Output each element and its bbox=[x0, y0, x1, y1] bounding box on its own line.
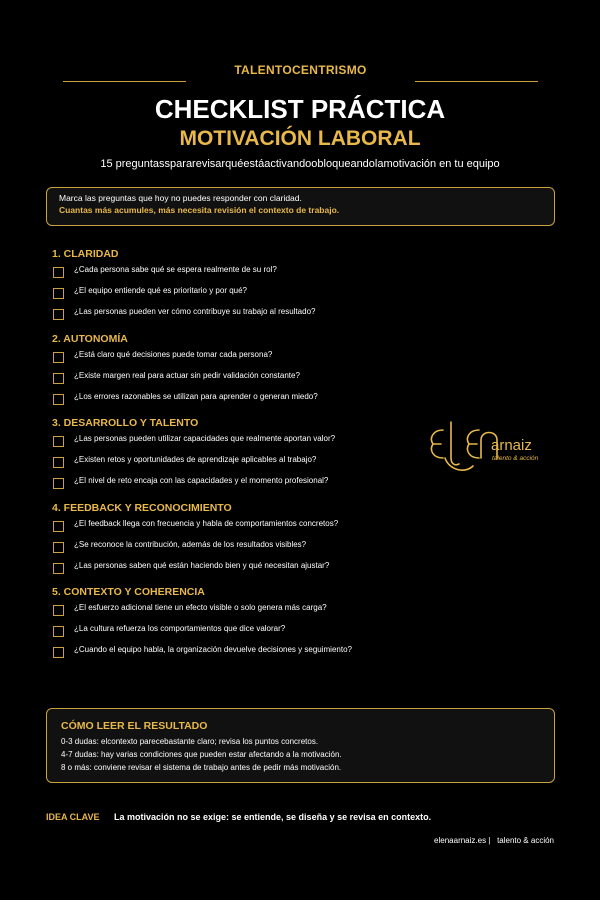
section-feedback bbox=[52, 500, 412, 580]
result-line: 4-7 dudas: hay varias condiciones que pueden estar afectando a la motivación. bbox=[61, 750, 342, 759]
question-text: ¿Cada persona sabe qué se espera realmente de su rol? bbox=[74, 265, 277, 274]
intro-line-2: Cuantas más acumules, más necesita revisión el contexto de trabajo. bbox=[59, 205, 340, 215]
footer bbox=[434, 836, 554, 845]
section-title: 4. FEEDBACK Y RECONOCIMIENTO bbox=[52, 502, 232, 514]
result-line: 0-3 dudas: elcontexto parecebastante claro; revisa los puntos concretos. bbox=[61, 737, 319, 746]
logo-tagline: talento & acción bbox=[492, 455, 539, 462]
checklist-item bbox=[52, 622, 412, 643]
checklist-item bbox=[52, 601, 412, 622]
checkbox[interactable] bbox=[53, 394, 64, 405]
result-line: 8 o más: conviene revisar el sistema de trabajo antes de pedir más motivación. bbox=[61, 763, 342, 772]
question-text: ¿El feedback llega con frecuencia y habla de comportamientos concretos? bbox=[74, 519, 339, 528]
checklist-item bbox=[52, 305, 412, 326]
brand-logo bbox=[425, 418, 555, 478]
tagline: 15 preguntasspararevisarquéestáactivandoobloqueandolamotivación en tu equipo bbox=[100, 158, 500, 170]
question-text: ¿Las personas pueden ver cómo contribuye su trabajo al resultado? bbox=[74, 307, 316, 316]
checkbox[interactable] bbox=[53, 521, 64, 532]
checkbox[interactable] bbox=[53, 542, 64, 553]
checklist-item bbox=[52, 432, 412, 453]
checkbox[interactable] bbox=[53, 457, 64, 468]
question-text: ¿Está claro qué decisiones puede tomar cada persona? bbox=[74, 350, 273, 359]
checklist-item bbox=[52, 453, 412, 474]
checkbox[interactable] bbox=[53, 626, 64, 637]
header-row bbox=[63, 63, 538, 81]
question-text: ¿El esfuerzo adicional tiene un efecto visible o solo genera más carga? bbox=[74, 603, 327, 612]
question-text: ¿Cuando el equipo habla, la organización devuelve decisiones y seguimiento? bbox=[74, 645, 352, 654]
checklist-item bbox=[52, 369, 412, 390]
checklist-item bbox=[52, 643, 412, 664]
key-idea bbox=[46, 812, 431, 822]
question-text: ¿Se reconoce la contribución, además de los resultados visibles? bbox=[74, 540, 307, 549]
checkbox[interactable] bbox=[53, 309, 64, 320]
question-text: ¿El equipo entiende qué es prioritario y por qué? bbox=[74, 286, 247, 295]
checkbox[interactable] bbox=[53, 373, 64, 384]
checkbox[interactable] bbox=[53, 352, 64, 363]
checklist-item bbox=[52, 538, 412, 559]
checkbox[interactable] bbox=[53, 288, 64, 299]
checkbox[interactable] bbox=[53, 605, 64, 616]
question-text: ¿Las personas pueden utilizar capacidades que realmente aportan valor? bbox=[74, 434, 336, 443]
checklist-item bbox=[52, 517, 412, 538]
checklist-item bbox=[52, 559, 412, 580]
checklist-item bbox=[52, 474, 412, 495]
checklist-item bbox=[52, 390, 412, 411]
kicker: TALENTOCENTRISMO bbox=[234, 63, 367, 77]
question-text: ¿La cultura refuerza los comportamientos que dice valorar? bbox=[74, 624, 286, 633]
section-title: 2. AUTONOMÍA bbox=[52, 333, 128, 345]
question-text: ¿Existen retos y oportunidades de aprendizaje aplicables al trabajo? bbox=[74, 455, 317, 464]
result-title: CÓMO LEER EL RESULTADO bbox=[61, 720, 208, 732]
logo-monogram-icon bbox=[431, 422, 497, 470]
section-desarrollo bbox=[52, 415, 412, 495]
question-text: ¿Los errores razonables se utilizan para aprender o generan miedo? bbox=[74, 392, 318, 401]
section-title: 3. DESARROLLO Y TALENTO bbox=[52, 417, 199, 429]
question-text: ¿Las personas saben qué están haciendo bien y qué necesitan ajustar? bbox=[74, 561, 330, 570]
question-text: ¿Existe margen real para actuar sin pedir validación constante? bbox=[74, 371, 300, 380]
logo-wordmark: arnaiz bbox=[491, 437, 532, 454]
question-text: ¿El nivel de reto encaja con las capacidades y el momento profesional? bbox=[74, 476, 329, 485]
key-idea-label: IDEA CLAVE bbox=[46, 812, 100, 822]
result-box bbox=[46, 708, 555, 783]
checklist-item bbox=[52, 284, 412, 305]
footer-site[interactable]: elenaarnaiz.es | bbox=[434, 836, 491, 845]
section-title: 1. CLARIDAD bbox=[52, 248, 119, 260]
header-rule-left bbox=[63, 81, 186, 82]
section-claridad bbox=[52, 246, 412, 326]
checkbox[interactable] bbox=[53, 647, 64, 658]
checkbox[interactable] bbox=[53, 267, 64, 278]
page-title: CHECKLIST PRÁCTICA bbox=[154, 94, 446, 124]
checklist-item bbox=[52, 348, 412, 369]
checkbox[interactable] bbox=[53, 478, 64, 489]
intro-line-1: Marca las preguntas que hoy no puedes responder con claridad. bbox=[59, 193, 302, 203]
checkbox[interactable] bbox=[53, 563, 64, 574]
page-subtitle: MOTIVACIÓN LABORAL bbox=[179, 127, 421, 150]
section-autonomia bbox=[52, 331, 412, 411]
intro-box bbox=[46, 187, 555, 226]
key-idea-text: La motivación no se exige: se entiende, se diseña y se revisa en contexto. bbox=[114, 812, 432, 822]
section-title: 5. CONTEXTO Y COHERENCIA bbox=[52, 586, 205, 598]
section-contexto bbox=[52, 584, 412, 664]
header-rule-right bbox=[415, 81, 538, 82]
checklist-item bbox=[52, 263, 412, 284]
footer-tag: talento & acción bbox=[497, 836, 554, 845]
checkbox[interactable] bbox=[53, 436, 64, 447]
